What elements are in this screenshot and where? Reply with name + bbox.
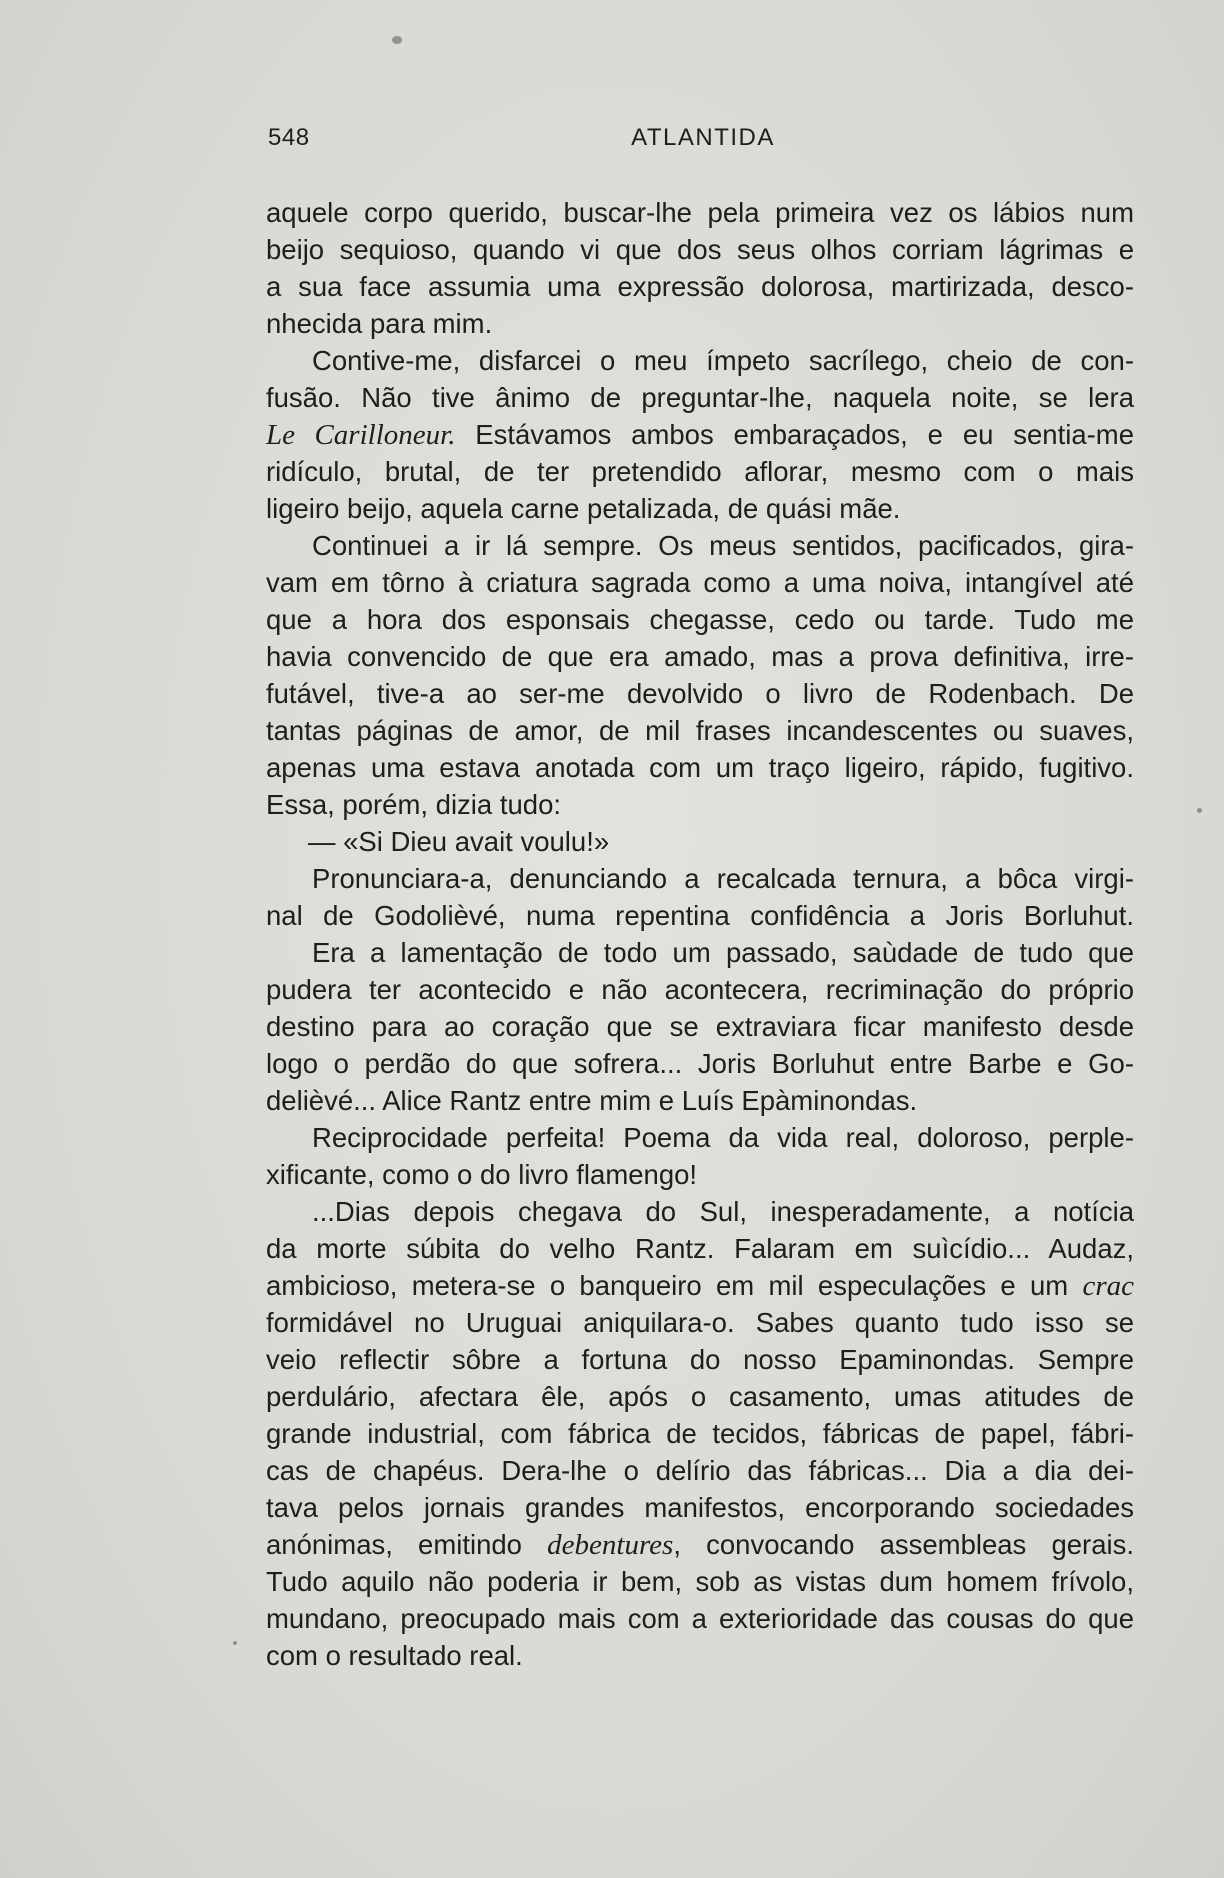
text-line: mundano, preocupado mais com a exterioridade das cousas do que bbox=[266, 1603, 1134, 1634]
text-line: — «Si Dieu avait voulu!» bbox=[308, 826, 610, 857]
text-line: tava pelos jornais grandes manifestos, encorporando sociedades bbox=[266, 1492, 1134, 1523]
ink-speck bbox=[392, 36, 402, 44]
text-line: perdulário, afectara êle, após o casamento, umas atitudes de bbox=[266, 1381, 1134, 1412]
page-header bbox=[268, 124, 1138, 160]
text-line: aquele corpo querido, buscar-lhe pela primeira vez os lábios num bbox=[266, 197, 1134, 228]
page-number: 548 bbox=[268, 124, 310, 151]
text-run: ambicioso, metera-se o banqueiro em mil especulações e um bbox=[266, 1270, 1083, 1301]
text-line: Tudo aquilo não poderia ir bem, sob as vistas dum homem frívolo, bbox=[266, 1566, 1134, 1597]
text-line: da morte súbita do velho Rantz. Falaram em suìcídio... Audaz, bbox=[266, 1233, 1134, 1264]
text-line: Continuei a ir lá sempre. Os meus sentidos, pacificados, gira- bbox=[312, 530, 1134, 561]
text-line: destino para ao coração que se extraviara ficar manifesto desde bbox=[266, 1011, 1134, 1042]
running-title: ATLANTIDA bbox=[631, 124, 775, 151]
italic-text: debentures bbox=[547, 1529, 674, 1561]
text-run: anónimas, emitindo bbox=[266, 1529, 548, 1560]
text-line: formidável no Uruguai aniquilara-o. Sabes quanto tudo isso se bbox=[266, 1307, 1134, 1338]
text-line: ...Dias depois chegava do Sul, inesperadamente, a notícia bbox=[312, 1196, 1134, 1227]
text-line: logo o perdão do que sofrera... Joris Borluhut entre Barbe e Go- bbox=[266, 1048, 1134, 1079]
text-line: Reciprocidade perfeita! Poema da vida real, doloroso, perple- bbox=[312, 1122, 1134, 1153]
body-text bbox=[266, 194, 1134, 1674]
text-line: tantas páginas de amor, de mil frases incandescentes ou suaves, bbox=[266, 715, 1134, 746]
text-line: vam em tôrno à criatura sagrada como a uma noiva, intangível até bbox=[266, 567, 1134, 598]
text-run: Estávamos ambos embaraçados, e eu sentia-me bbox=[455, 419, 1134, 450]
text-line: a sua face assumia uma expressão dolorosa, martirizada, desco- bbox=[266, 271, 1134, 302]
text-line bbox=[266, 416, 1134, 453]
text-line: Era a lamentação de todo um passado, saùdade de tudo que bbox=[312, 937, 1134, 968]
text-line: Pronunciara-a, denunciando a recalcada ternura, a bôca virgi- bbox=[312, 863, 1134, 894]
text-line: futável, tive-a ao ser-me devolvido o livro de Rodenbach. De bbox=[266, 678, 1134, 709]
text-line: cas de chapéus. Dera-lhe o delírio das fábricas... Dia a dia dei- bbox=[266, 1455, 1134, 1486]
text-run: , convocando assembleas gerais. bbox=[673, 1529, 1134, 1560]
ink-speck bbox=[233, 1641, 237, 1645]
ink-speck bbox=[1197, 808, 1202, 813]
text-line: nal de Godolièvé, numa repentina confidência a Joris Borluhut. bbox=[266, 900, 1134, 931]
text-line bbox=[266, 1526, 1134, 1563]
italic-text: Le Carilloneur. bbox=[266, 419, 456, 451]
text-line: pudera ter acontecido e não acontecera, recriminação do próprio bbox=[266, 974, 1134, 1005]
text-line: nhecida para mim. bbox=[266, 308, 493, 339]
text-line: ligeiro beijo, aquela carne petalizada, de quási mãe. bbox=[266, 493, 901, 524]
italic-text: crac bbox=[1082, 1270, 1134, 1302]
text-line: Contive-me, disfarcei o meu ímpeto sacrílego, cheio de con- bbox=[312, 345, 1134, 376]
text-line: xificante, como o do livro flamengo! bbox=[266, 1159, 698, 1190]
text-line: veio reflectir sôbre a fortuna do nosso Epaminondas. Sempre bbox=[266, 1344, 1134, 1375]
text-line: delièvé... Alice Rantz entre mim e Luís Epàminondas. bbox=[266, 1085, 918, 1116]
text-line: Essa, porém, dizia tudo: bbox=[266, 789, 562, 820]
text-line: beijo sequioso, quando vi que dos seus olhos corriam lágrimas e bbox=[266, 234, 1134, 265]
text-line: que a hora dos esponsais chegasse, cedo ou tarde. Tudo me bbox=[266, 604, 1134, 635]
text-line bbox=[266, 1267, 1134, 1304]
text-line: apenas uma estava anotada com um traço ligeiro, rápido, fugitivo. bbox=[266, 752, 1134, 783]
text-line: ridículo, brutal, de ter pretendido aflorar, mesmo com o mais bbox=[266, 456, 1134, 487]
text-line: com o resultado real. bbox=[266, 1640, 523, 1671]
text-line: havia convencido de que era amado, mas a prova definitiva, irre- bbox=[266, 641, 1134, 672]
text-line: fusão. Não tive ânimo de preguntar-lhe, naquela noite, se lera bbox=[266, 382, 1134, 413]
text-line: grande industrial, com fábrica de tecidos, fábricas de papel, fábri- bbox=[266, 1418, 1134, 1449]
